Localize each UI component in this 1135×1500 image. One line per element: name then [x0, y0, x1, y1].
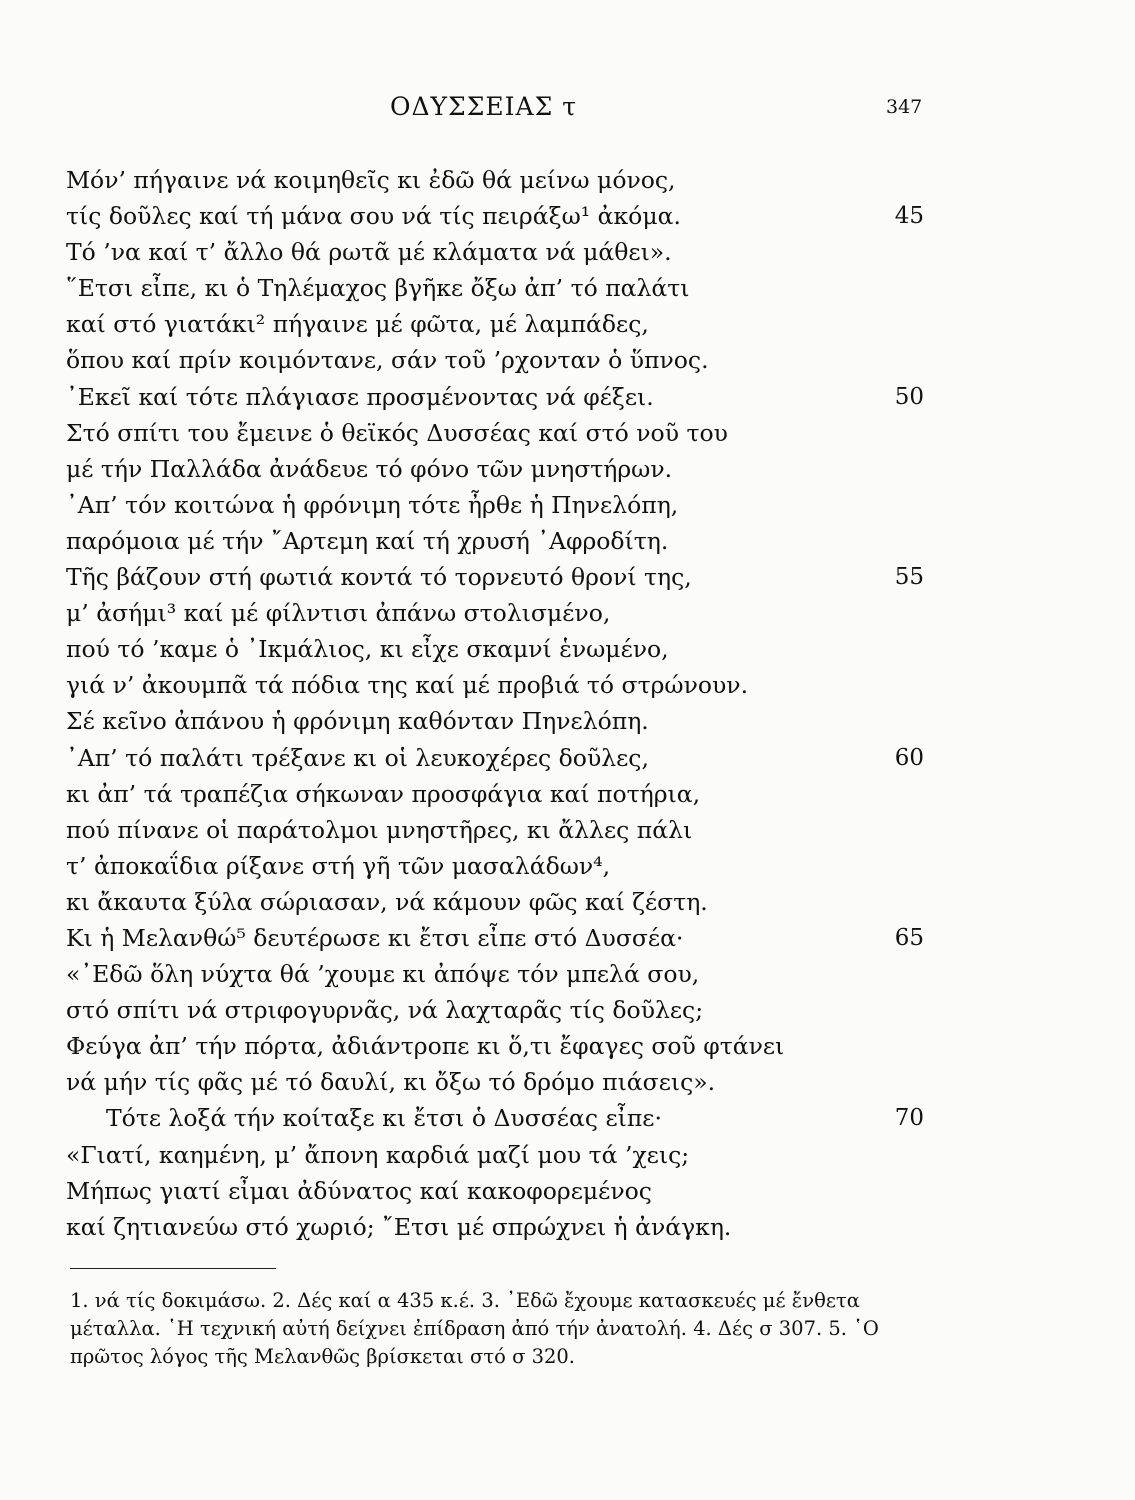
- verse-line: [62, 162, 932, 198]
- verse-line: [62, 487, 932, 523]
- footnote-line: 1. νά τίς δοκιμάσω. 2. Δές καί α 435 κ.έ. 3. ᾿Εδῶ ἔχουμε κατασκευές μέ ἔνθετα: [70, 1289, 860, 1312]
- verse-line: [62, 1173, 932, 1209]
- line-number: 45: [894, 203, 924, 230]
- verse-text: Τό ’να καί τ’ ἄλλο θά ρωτᾶ μέ κλάματα νά μάθει».: [66, 238, 672, 267]
- footnote-line: μέταλλα. ῾Η τεχνική αὐτή δείχνει ἐπίδραση ἀπό τήν ἀνατολή. 4. Δές σ 307. 5. ῾Ο: [70, 1317, 879, 1340]
- verse-line: [62, 776, 932, 812]
- verse-text: ᾿Απ’ τόν κοιτώνα ἡ φρόνιμη τότε ἦρθε ἡ Πηνελόπη,: [66, 490, 679, 519]
- verse-line: [62, 234, 932, 270]
- verse-line: [62, 198, 932, 234]
- line-number: 70: [894, 1105, 924, 1132]
- verse-text: κι ἄκαυτα ξύλα σώριασαν, νά κάμουν φῶς καί ζέστη.: [66, 887, 708, 916]
- verse-line: [62, 1064, 932, 1100]
- verse-text: τίς δοῦλες καί τή μάνα σου νά τίς πειράξω¹ ἀκόμα.: [66, 202, 681, 231]
- verse-text: τ’ ἀποκαΐδια ρίξανε στή γῆ τῶν μασαλάδων⁴,: [66, 851, 611, 880]
- verse-line: [62, 559, 932, 595]
- verse-text: πού τό ’καμε ὁ ᾿Ικμάλιος, κι εἶχε σκαμνί ἑνωμένο,: [66, 635, 669, 664]
- footnote-line: πρῶτος λόγος τῆς Μελανθῶς βρίσκεται στό σ 320.: [70, 1345, 575, 1368]
- verse-line: [62, 1028, 932, 1064]
- verse-line: [62, 1100, 932, 1136]
- verse-text: στό σπίτι νά στριφογυρνᾶς, νά λαχταρᾶς τίς δοῦλες;: [66, 996, 704, 1025]
- verse-text: γιά ν’ ἀκουμπᾶ τά πόδια της καί μέ προβιά τό στρώνουν.: [66, 671, 749, 700]
- verse-text: ῞Ετσι εἶπε, κι ὁ Τηλέμαχος βγῆκε ὄξω ἀπ’ τό παλάτι: [66, 274, 690, 303]
- verse-text: Σέ κεῖνο ἀπάνου ἡ φρόνιμη καθόνταν Πηνελόπη.: [66, 707, 649, 736]
- verse-text: Τότε λοξά τήν κοίταξε κι ἔτσι ὁ Δυσσέας εἶπε·: [106, 1104, 662, 1133]
- verse-text: Μόν’ πήγαινε νά κοιμηθεῖς κι ἐδῶ θά μείνω μόνος,: [66, 166, 676, 194]
- verse-text: καί ζητιανεύω στό χωριό; ῎Ετσι μέ σπρώχνει ἡ ἀνάγκη.: [66, 1212, 732, 1241]
- verse-line: [62, 920, 932, 956]
- verse-text: ᾿Απ’ τό παλάτι τρέξανε κι οἱ λευκοχέρες δοῦλες,: [66, 743, 649, 772]
- verse-line: [62, 451, 932, 487]
- line-number: 60: [894, 744, 924, 771]
- page-number: 347: [886, 96, 923, 118]
- verse-text: νά μήν τίς φᾶς μέ τό δαυλί, κι ὄξω τό δρόμο πιάσεις».: [66, 1068, 716, 1097]
- line-number: 55: [894, 564, 924, 591]
- verse-line: [62, 956, 932, 992]
- verse-line: [62, 595, 932, 631]
- verse-line: [62, 306, 932, 342]
- verse-text: «᾿Εδῶ ὅλη νύχτα θά ’χουμε κι ἀπόψε τόν μπελά σου,: [66, 960, 700, 989]
- verse-line: [62, 703, 932, 739]
- footnotes: [70, 1287, 940, 1371]
- verse-line: [62, 1209, 932, 1245]
- verse-line: [62, 740, 932, 776]
- verse-text: καί στό γιατάκι² πήγαινε μέ φῶτα, μέ λαμπάδες,: [66, 310, 649, 339]
- verse-text: Μήπως γιατί εἶμαι ἀδύνατος καί κακοφορεμένος: [66, 1176, 652, 1205]
- verse-line: [62, 631, 932, 667]
- verse-line: [62, 992, 932, 1028]
- verse-text: Κι ἡ Μελανθώ⁵ δευτέρωσε κι ἔτσι εἶπε στό Δυσσέα·: [66, 923, 684, 952]
- verse-line: [62, 812, 932, 848]
- verse-text: μέ τήν Παλλάδα ἀνάδευε τό φόνο τῶν μνηστήρων.: [66, 454, 673, 483]
- verse-text: «Γιατί, καημένη, μ’ ἄπονη καρδιά μαζί μου τά ’χεις;: [66, 1140, 690, 1169]
- verse-line: [62, 848, 932, 884]
- verse-line: [62, 667, 932, 703]
- running-title: ΟΔΥΣΣΕΙΑΣ τ: [390, 92, 578, 121]
- verse-text: Φεύγα ἀπ’ τήν πόρτα, ἀδιάντροπε κι ὅ,τι ἔφαγες σοῦ φτάνει: [66, 1032, 785, 1061]
- line-number: 50: [894, 383, 924, 410]
- poem-text: [62, 162, 932, 1245]
- verse-text: Στό σπίτι του ἔμεινε ὁ θεϊκός Δυσσέας καί στό νοῦ του: [66, 418, 728, 447]
- verse-text: πού πίνανε οἱ παράτολμοι μνηστῆρες, κι ἄλλες πάλι: [66, 815, 693, 844]
- verse-text: κι ἀπ’ τά τραπέζια σήκωναν προσφάγια καί ποτήρια,: [66, 779, 701, 808]
- verse-text: ᾿Εκεῖ καί τότε πλάγιασε προσμένοντας νά φέξει.: [66, 382, 654, 411]
- verse-line: [62, 415, 932, 451]
- verse-text: παρόμοια μέ τήν ῎Αρτεμη καί τή χρυσή ᾿Αφροδίτη.: [66, 526, 669, 555]
- verse-line: [62, 342, 932, 378]
- verse-text: μ’ ἀσήμι³ καί μέ φίλντισι ἀπάνω στολισμένο,: [66, 599, 611, 628]
- verse-line: [62, 523, 932, 559]
- verse-text: Τῆς βάζουν στή φωτιά κοντά τό τορνευτό θρονί της,: [66, 563, 692, 592]
- verse-text: ὅπου καί πρίν κοιμόντανε, σάν τοῦ ’ρχονταν ὁ ὕπνος.: [66, 346, 709, 375]
- verse-line: [62, 1137, 932, 1173]
- verse-line: [62, 884, 932, 920]
- verse-line: [62, 379, 932, 415]
- footnote-divider: [70, 1268, 276, 1269]
- line-number: 65: [894, 924, 924, 951]
- verse-line: [62, 270, 932, 306]
